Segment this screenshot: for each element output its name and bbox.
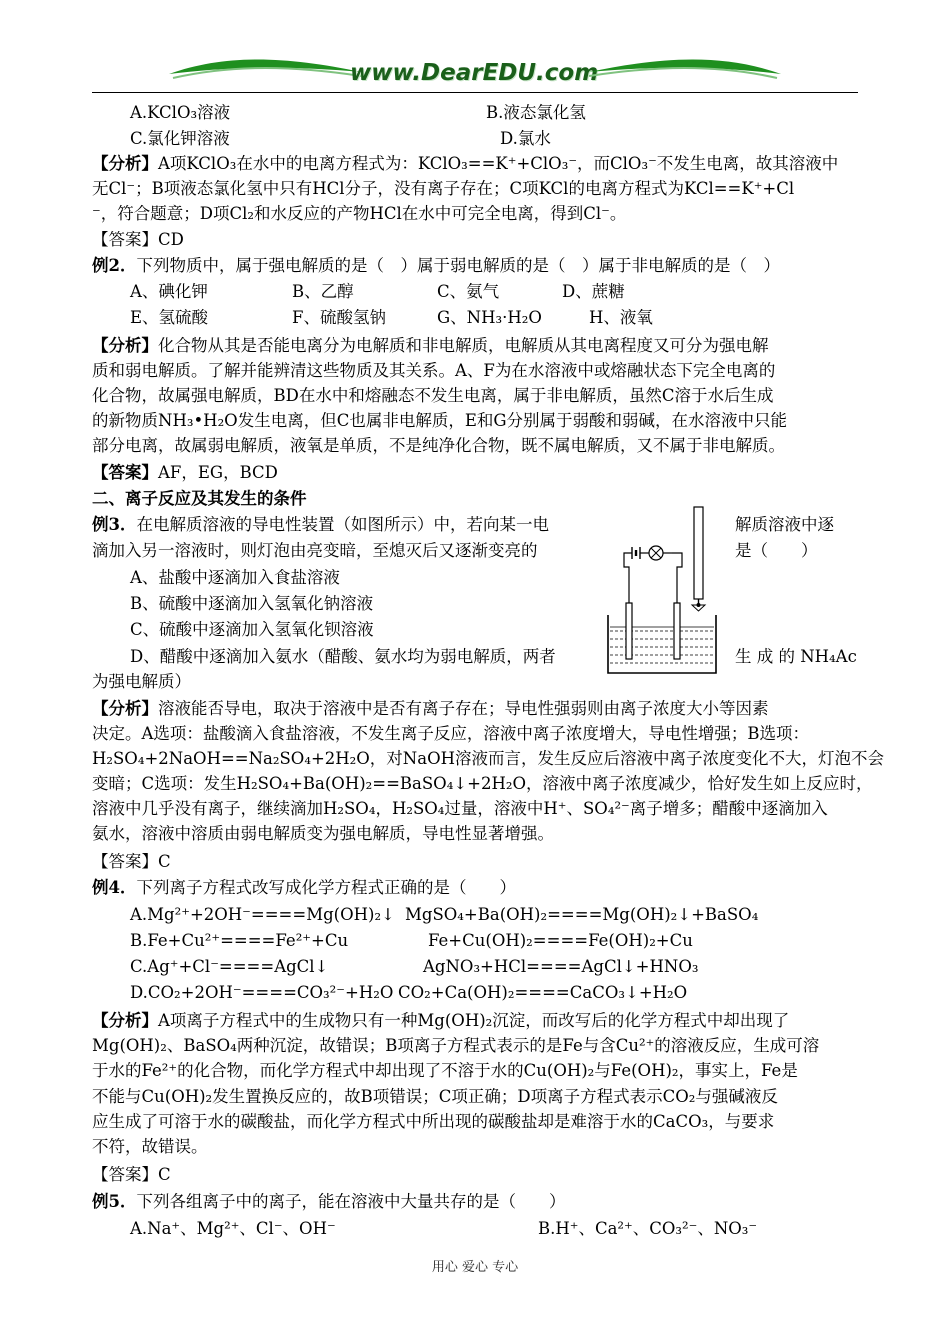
ex3-analysis-line1 xyxy=(92,700,769,719)
ex3-option-d-right: 生 成 的 NH₄Ac xyxy=(735,647,857,666)
header-swoosh-right xyxy=(585,52,785,84)
ex4-answer: 【答案】C xyxy=(92,1165,171,1184)
analysis-text: A项KClO₃在水中的电离方程式为：KClO₃==K⁺+ClO₃⁻，而ClO₃⁻不发生电离，故其溶液中 xyxy=(158,154,839,173)
ex2-stem: 下列物质中，属于强电解质的是（ ）属于弱电解质的是（ ）属于非电解质的是（ ） xyxy=(136,256,780,275)
ex1-option-b: B.液态氯化氢 xyxy=(486,103,586,122)
ex3-option-d-line2: 为强电解质） xyxy=(92,672,191,691)
ex3-option-c: C、硫酸中逐滴加入氢氧化钡溶液 xyxy=(130,620,374,639)
ex4-row-a-chemical: MgSO₄+Ba(OH)₂====Mg(OH)₂↓+BaSO₄ xyxy=(405,905,759,924)
ex3-answer: 【答案】C xyxy=(92,852,171,871)
analysis-text: 化合物从其是否能电离分为电解质和非电解质，电解质从其电离程度又可分为强电解 xyxy=(158,336,769,355)
ex1-option-c: C.氯化钾溶液 xyxy=(130,129,230,148)
ex2-option: H、液氧 xyxy=(589,308,653,327)
answer-text: AF，EG，BCD xyxy=(158,463,278,482)
ex3-analysis-line4: 变暗；C选项：发生H₂SO₄+Ba(OH)₂==BaSO₄↓+2H₂O，溶液中离子浓度减少，恰好发生如上反应时， xyxy=(92,774,873,793)
ex4-row-d-ionic: D.CO₂+2OH⁻====CO₃²⁻+H₂O xyxy=(130,983,394,1002)
ex5-option-b: B.H⁺、Ca²⁺、CO₃²⁻、NO₃⁻ xyxy=(538,1219,758,1238)
ex2-analysis-line4: 的新物质NH₃•H₂O发生电离，但C也属非电解质，E和G分别属于弱酸和弱碱，在水溶液中只能 xyxy=(92,411,788,430)
analysis-text: A项离子方程式中的生成物只有一种Mg(OH)₂沉淀，而改写后的化学方程式中却出现了 xyxy=(158,1011,790,1030)
ex2-label: 例2． xyxy=(92,256,137,275)
ex3-analysis-line2: 决定。A选项：盐酸滴入食盐溶液，不发生离子反应，溶液中离子浓度增大，导电性增强；B选项： xyxy=(92,724,810,743)
ex2-question xyxy=(92,257,780,276)
ex2-option: D、蔗糖 xyxy=(562,282,625,301)
ex2-option: C、氨气 xyxy=(437,282,500,301)
ex4-analysis-line3: 于水的Fe²⁺的化合物，而化学方程式中却出现了不溶于水的Cu(OH)₂与Fe(OH)₂，事实上，Fe是 xyxy=(92,1061,798,1080)
ex3-option-b: B、硫酸中逐滴加入氢氧化钠溶液 xyxy=(130,594,374,613)
header-rule xyxy=(92,92,858,93)
ex2-analysis-line1 xyxy=(92,337,769,356)
ex4-row-b-chemical: Fe+Cu(OH)₂====Fe(OH)₂+Cu xyxy=(428,931,693,950)
ex1-answer: 【答案】CD xyxy=(92,230,184,249)
analysis-tag: 【分析】 xyxy=(92,1011,158,1030)
ex4-analysis-line2: Mg(OH)₂、BaSO₄两种沉淀，故错误；B项离子方程式表示的是Fe与含Cu²⁺的溶液反应，生成可溶 xyxy=(92,1036,820,1055)
header-swoosh-left xyxy=(165,52,365,84)
ex2-analysis-line2: 质和弱电解质。了解并能辨清这些物质及其关系。A、F为在水溶液中或熔融状态下完全电离的 xyxy=(92,361,776,380)
ex2-options-row1 xyxy=(130,283,625,302)
analysis-tag: 【分析】 xyxy=(92,699,158,718)
ex4-row-c-ionic: C.Ag⁺+Cl⁻====AgCl↓ xyxy=(130,957,329,976)
ex4-row-a-ionic: A.Mg²⁺+2OH⁻====Mg(OH)₂↓ xyxy=(130,905,395,924)
ex4-stem: 下列离子方程式改写成化学方程式正确的是（ ） xyxy=(136,878,516,897)
analysis-tag: 【分析】 xyxy=(92,154,158,173)
ex4-label: 例4． xyxy=(92,878,137,897)
ex3-option-d: D、醋酸中逐滴加入氨水（醋酸、氨水均为弱电解质，两者 xyxy=(130,647,556,666)
ex1-analysis-line1 xyxy=(92,155,838,174)
ex3-stem-line1-right: 解质溶液中逐 xyxy=(735,515,834,534)
ex1-option-d: D.氯水 xyxy=(500,129,551,148)
answer-tag: 【答案】 xyxy=(92,463,158,482)
ex4-row-d-chemical: CO₂+Ca(OH)₂====CaCO₃↓+H₂O xyxy=(398,983,688,1002)
ex3-analysis-line6: 氨水，溶液中溶质由弱电解质变为强电解质，导电性显著增强。 xyxy=(92,824,554,843)
ex1-analysis-line3: ⁻，符合题意；D项Cl₂和水反应的产物HCl在水中可完全电离，得到Cl⁻。 xyxy=(92,204,627,223)
ex3-stem: 在电解质溶液的导电性装置（如图所示）中，若向某一电 xyxy=(136,515,549,534)
ex3-label: 例3． xyxy=(92,515,137,534)
ex5-label: 例5． xyxy=(92,1192,137,1211)
page-footer: 用心 爱心 专心 xyxy=(431,1260,519,1275)
ex3-stem-line2: 滴加入另一溶液时，则灯泡由亮变暗，至熄灭后又逐渐变亮的 xyxy=(92,541,538,560)
ex3-analysis-line3: H₂SO₄+2NaOH==Na₂SO₄+2H₂O，对NaOH溶液而言，发生反应后溶液中离子浓度变化不大，灯泡不会 xyxy=(92,749,884,768)
ex2-options-row2 xyxy=(130,309,653,328)
ex4-analysis-line1 xyxy=(92,1012,789,1031)
ex4-question xyxy=(92,879,516,898)
ex2-analysis-line5: 部分电离，故属弱电解质，液氧是单质，不是纯净化合物，既不属电解质，又不属于非电解质。 xyxy=(92,436,785,455)
ex2-answer xyxy=(92,464,278,483)
section-heading: 二、离子反应及其发生的条件 xyxy=(92,489,307,508)
ex2-option: G、NH₃·H₂O xyxy=(437,308,542,327)
page-header xyxy=(0,0,950,100)
ex3-option-a: A、盐酸中逐滴加入食盐溶液 xyxy=(130,568,340,587)
ex5-stem: 下列各组离子中的离子，能在溶液中大量共存的是（ ） xyxy=(136,1192,566,1211)
ex1-analysis-line2: 无Cl⁻；B项液态氯化氢中只有HCl分子，没有离子存在；C项KCl的电离方程式为KCl==K⁺+Cl xyxy=(92,179,795,198)
analysis-text: 溶液能否导电，取决于溶液中是否有离子存在；导电性强弱则由离子浓度大小等因素 xyxy=(158,699,769,718)
site-logo: www.DearEDU.com xyxy=(350,60,599,86)
ex4-row-b-ionic: B.Fe+Cu²⁺====Fe²⁺+Cu xyxy=(130,931,349,950)
ex2-analysis-line3: 化合物，故属强电解质，BD在水中和熔融态不发生电离，属于非电解质，虽然C溶于水后生成 xyxy=(92,386,774,405)
ex3-stem-line1 xyxy=(92,516,549,535)
ex2-option: A、碘化钾 xyxy=(130,282,208,301)
ex2-option: B、乙醇 xyxy=(292,282,354,301)
analysis-tag: 【分析】 xyxy=(92,336,158,355)
ex5-question xyxy=(92,1193,565,1212)
ex3-analysis-line5: 溶液中几乎没有离子，继续滴加H₂SO₄，H₂SO₄过量，溶液中H⁺、SO₄²⁻离子增多；醋酸中逐滴加入 xyxy=(92,799,828,818)
ex2-option: F、硫酸氢钠 xyxy=(292,308,386,327)
ex4-analysis-line6: 不符，故错误。 xyxy=(92,1137,208,1156)
ex2-option: E、氢硫酸 xyxy=(130,308,209,327)
ex4-row-c-chemical: AgNO₃+HCl====AgCl↓+HNO₃ xyxy=(423,957,699,976)
ex4-analysis-line5: 应生成了可溶于水的碳酸盐，而化学方程式中所出现的碳酸盐却是难溶于水的CaCO₃，与要求 xyxy=(92,1112,775,1131)
ex3-stem-line2-right: 是（ ） xyxy=(735,541,818,560)
ex1-option-a: A.KClO₃溶液 xyxy=(130,103,231,122)
ex4-analysis-line4: 不能与Cu(OH)₂发生置换反应的，故B项错误；C项正确；D项离子方程式表示CO₂与强碱液反 xyxy=(92,1087,778,1106)
ex5-option-a: A.Na⁺、Mg²⁺、Cl⁻、OH⁻ xyxy=(130,1219,336,1238)
conductivity-apparatus-figure xyxy=(602,505,722,677)
